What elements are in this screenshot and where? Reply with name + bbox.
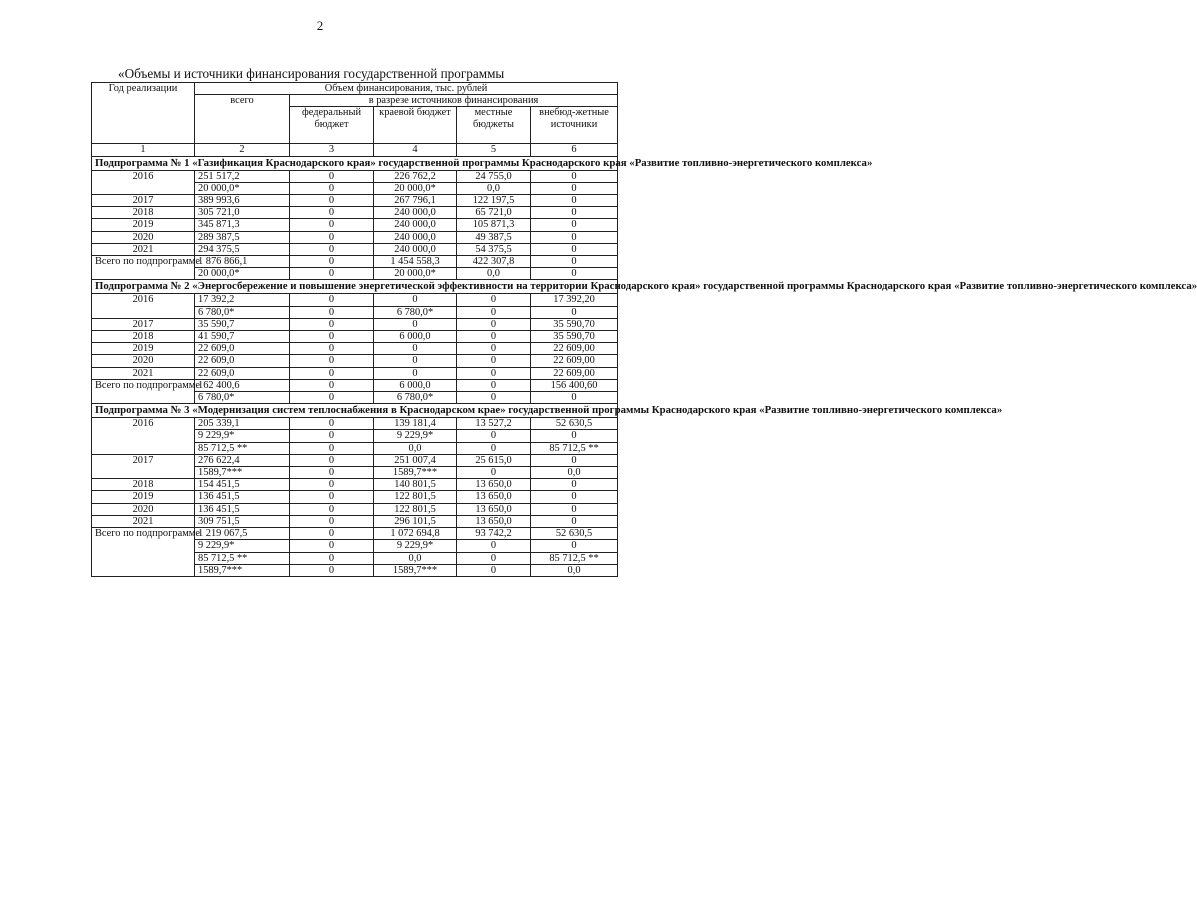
federal-cell: 0	[290, 491, 374, 503]
offbudget-cell: 0	[531, 182, 618, 194]
offbudget-cell: 22 609,00	[531, 343, 618, 355]
total-cell: 294 375,5	[195, 243, 290, 255]
regional-cell: 0,0	[374, 442, 457, 454]
offbudget-total-cell: 0	[531, 256, 618, 268]
total-cell: 276 622,4	[195, 454, 290, 466]
regional-total-cell: 20 000,0*	[374, 268, 457, 280]
total-total-cell: 6 780,0*	[195, 392, 290, 404]
total-total-cell: 162 400,6	[195, 379, 290, 391]
offbudget-cell: 0	[531, 195, 618, 207]
federal-cell: 0	[290, 430, 374, 442]
total-cell: 305 721,0	[195, 207, 290, 219]
total-cell: 17 392,2	[195, 294, 290, 306]
subprogram-total-label: Всего по подпрограмме	[92, 528, 195, 577]
offbudget-cell: 0	[531, 454, 618, 466]
total-total-cell: 20 000,0*	[195, 268, 290, 280]
regional-total-cell: 1589,7***	[374, 564, 457, 576]
local-cell: 65 721,0	[457, 207, 531, 219]
subprogram-total-label: Всего по подпрограмме	[92, 256, 195, 280]
regional-cell: 251 007,4	[374, 454, 457, 466]
federal-total-cell: 0	[290, 392, 374, 404]
total-total-cell: 85 712,5 **	[195, 552, 290, 564]
regional-total-cell: 9 229,9*	[374, 540, 457, 552]
subprogram-total-label: Всего по подпрограмме	[92, 379, 195, 403]
year-cell: 2019	[92, 491, 195, 503]
regional-cell: 240 000,0	[374, 207, 457, 219]
table-row	[92, 367, 618, 379]
table-row	[92, 491, 618, 503]
year-cell: 2017	[92, 195, 195, 207]
offbudget-cell: 0	[531, 430, 618, 442]
total-cell: 22 609,0	[195, 355, 290, 367]
regional-total-cell: 1 454 558,3	[374, 256, 457, 268]
header-regional: краевой бюджет	[374, 107, 457, 144]
subprogram-total-row	[92, 256, 618, 268]
offbudget-cell: 0	[531, 306, 618, 318]
local-total-cell: 422 307,8	[457, 256, 531, 268]
total-cell: 205 339,1	[195, 418, 290, 430]
header-offbudget: внебюд-жетные источники	[531, 107, 618, 144]
federal-cell: 0	[290, 479, 374, 491]
column-number: 4	[374, 144, 457, 156]
local-cell: 0	[457, 294, 531, 306]
federal-cell: 0	[290, 318, 374, 330]
local-cell: 25 615,0	[457, 454, 531, 466]
federal-cell: 0	[290, 207, 374, 219]
federal-cell: 0	[290, 243, 374, 255]
regional-total-cell: 0,0	[374, 552, 457, 564]
regional-cell: 296 101,5	[374, 515, 457, 527]
year-cell: 2020	[92, 503, 195, 515]
offbudget-total-cell: 156 400,60	[531, 379, 618, 391]
offbudget-cell: 52 630,5	[531, 418, 618, 430]
year-cell: 2016	[92, 170, 195, 194]
total-cell: 22 609,0	[195, 367, 290, 379]
local-cell: 13 527,2	[457, 418, 531, 430]
federal-cell: 0	[290, 195, 374, 207]
offbudget-cell: 0	[531, 479, 618, 491]
table-row	[92, 479, 618, 491]
subprogram-title: Подпрограмма № 1 «Газификация Краснодарского края» государственной программы Краснодарского края «Развитие топливно-энергетического комплекса»	[92, 156, 618, 170]
offbudget-cell: 0	[531, 243, 618, 255]
subprogram-title: Подпрограмма № 3 «Модернизация систем теплоснабжения в Краснодарском крае» государственной программы Краснодарского края «Развитие топливно-энергетического комплекса»	[92, 404, 618, 418]
offbudget-cell: 0,0	[531, 467, 618, 479]
offbudget-cell: 17 392,20	[531, 294, 618, 306]
table-row	[92, 503, 618, 515]
table-row	[92, 195, 618, 207]
header-local: местные бюджеты	[457, 107, 531, 144]
federal-cell: 0	[290, 219, 374, 231]
year-cell: 2018	[92, 479, 195, 491]
regional-total-cell: 1 072 694,8	[374, 528, 457, 540]
local-total-cell: 0	[457, 564, 531, 576]
federal-cell: 0	[290, 442, 374, 454]
regional-cell: 226 762,2	[374, 170, 457, 182]
table-row	[92, 318, 618, 330]
federal-cell: 0	[290, 182, 374, 194]
subprogram-title: Подпрограмма № 2 «Энергосбережение и повышение энергетической эффективности на территории Краснодарского края» государственной программы Краснодарского края «Развитие топливно-энергетического комплекса»	[92, 280, 618, 294]
offbudget-cell: 22 609,00	[531, 355, 618, 367]
regional-cell: 240 000,0	[374, 219, 457, 231]
local-total-cell: 93 742,2	[457, 528, 531, 540]
offbudget-total-cell: 0	[531, 268, 618, 280]
regional-cell: 0	[374, 318, 457, 330]
offbudget-cell: 85 712,5 **	[531, 442, 618, 454]
total-cell: 20 000,0*	[195, 182, 290, 194]
local-total-cell: 0	[457, 540, 531, 552]
federal-cell: 0	[290, 515, 374, 527]
local-cell: 0	[457, 430, 531, 442]
federal-total-cell: 0	[290, 268, 374, 280]
regional-cell: 20 000,0*	[374, 182, 457, 194]
header-row-1	[92, 83, 618, 95]
federal-cell: 0	[290, 467, 374, 479]
subprogram-total-row	[92, 379, 618, 391]
total-cell: 35 590,7	[195, 318, 290, 330]
offbudget-total-cell: 85 712,5 **	[531, 552, 618, 564]
year-cell: 2017	[92, 318, 195, 330]
total-cell: 22 609,0	[195, 343, 290, 355]
table-row	[92, 454, 618, 466]
federal-total-cell: 0	[290, 540, 374, 552]
local-cell: 0	[457, 318, 531, 330]
regional-cell: 6 000,0	[374, 331, 457, 343]
local-cell: 122 197,5	[457, 195, 531, 207]
total-total-cell: 1 876 866,1	[195, 256, 290, 268]
local-cell: 0	[457, 355, 531, 367]
financing-table	[91, 82, 1197, 577]
year-cell: 2018	[92, 331, 195, 343]
table-row	[92, 219, 618, 231]
subprogram-title-row	[92, 280, 618, 294]
regional-cell: 240 000,0	[374, 243, 457, 255]
subprogram-title-row	[92, 156, 618, 170]
regional-cell: 240 000,0	[374, 231, 457, 243]
year-cell: 2021	[92, 515, 195, 527]
federal-total-cell: 0	[290, 564, 374, 576]
offbudget-cell: 22 609,00	[531, 367, 618, 379]
local-cell: 0	[457, 467, 531, 479]
regional-cell: 0	[374, 367, 457, 379]
table-row	[92, 170, 618, 182]
regional-cell: 1589,7***	[374, 467, 457, 479]
local-cell: 0	[457, 331, 531, 343]
year-cell: 2020	[92, 355, 195, 367]
offbudget-cell: 35 590,70	[531, 318, 618, 330]
year-cell: 2020	[92, 231, 195, 243]
year-cell: 2019	[92, 219, 195, 231]
document-title: «Объемы и источники финансирования государственной программы	[118, 66, 505, 81]
header-year: Год реализации	[92, 83, 195, 144]
total-cell: 289 387,5	[195, 231, 290, 243]
local-cell: 13 650,0	[457, 503, 531, 515]
regional-cell: 140 801,5	[374, 479, 457, 491]
local-cell: 0	[457, 367, 531, 379]
header-volume: Объем финансирования, тыс. рублей	[195, 83, 618, 95]
column-number: 3	[290, 144, 374, 156]
total-cell: 136 451,5	[195, 491, 290, 503]
federal-cell: 0	[290, 306, 374, 318]
federal-cell: 0	[290, 454, 374, 466]
table-row	[92, 418, 618, 430]
local-total-cell: 0	[457, 379, 531, 391]
federal-cell: 0	[290, 503, 374, 515]
total-cell: 41 590,7	[195, 331, 290, 343]
local-cell: 49 387,5	[457, 231, 531, 243]
local-cell: 0	[457, 442, 531, 454]
regional-cell: 139 181,4	[374, 418, 457, 430]
local-total-cell: 0,0	[457, 268, 531, 280]
regional-cell: 122 801,5	[374, 503, 457, 515]
year-cell: 2016	[92, 294, 195, 318]
offbudget-cell: 0	[531, 207, 618, 219]
federal-total-cell: 0	[290, 552, 374, 564]
total-cell: 154 451,5	[195, 479, 290, 491]
total-total-cell: 1589,7***	[195, 564, 290, 576]
column-number: 5	[457, 144, 531, 156]
federal-cell: 0	[290, 170, 374, 182]
column-number: 1	[92, 144, 195, 156]
federal-cell: 0	[290, 355, 374, 367]
table-row	[92, 343, 618, 355]
local-cell: 0,0	[457, 182, 531, 194]
offbudget-cell: 0	[531, 219, 618, 231]
total-cell: 251 517,2	[195, 170, 290, 182]
page-number: 2	[316, 18, 324, 33]
local-cell: 13 650,0	[457, 491, 531, 503]
federal-cell: 0	[290, 294, 374, 306]
regional-cell: 0	[374, 343, 457, 355]
column-number: 2	[195, 144, 290, 156]
year-cell: 2018	[92, 207, 195, 219]
offbudget-cell: 0	[531, 170, 618, 182]
total-cell: 345 871,3	[195, 219, 290, 231]
year-cell: 2017	[92, 454, 195, 478]
local-cell: 13 650,0	[457, 515, 531, 527]
total-cell: 309 751,5	[195, 515, 290, 527]
federal-total-cell: 0	[290, 256, 374, 268]
total-cell: 389 993,6	[195, 195, 290, 207]
year-cell: 2021	[92, 243, 195, 255]
federal-cell: 0	[290, 367, 374, 379]
total-cell: 9 229,9*	[195, 430, 290, 442]
table-row	[92, 207, 618, 219]
federal-total-cell: 0	[290, 528, 374, 540]
local-total-cell: 0	[457, 392, 531, 404]
local-cell: 24 755,0	[457, 170, 531, 182]
federal-total-cell: 0	[290, 379, 374, 391]
local-cell: 54 375,5	[457, 243, 531, 255]
regional-total-cell: 6 000,0	[374, 379, 457, 391]
regional-cell: 122 801,5	[374, 491, 457, 503]
table-row	[92, 294, 618, 306]
local-total-cell: 0	[457, 552, 531, 564]
year-cell: 2021	[92, 367, 195, 379]
total-cell: 6 780,0*	[195, 306, 290, 318]
table-row	[92, 231, 618, 243]
offbudget-total-cell: 0	[531, 392, 618, 404]
header-federal: федеральный бюджет	[290, 107, 374, 144]
subprogram-title-row	[92, 404, 618, 418]
table-row	[92, 355, 618, 367]
federal-cell: 0	[290, 343, 374, 355]
regional-cell: 267 796,1	[374, 195, 457, 207]
local-cell: 0	[457, 306, 531, 318]
regional-cell: 0	[374, 294, 457, 306]
year-cell: 2019	[92, 343, 195, 355]
local-cell: 0	[457, 343, 531, 355]
regional-cell: 0	[374, 355, 457, 367]
total-total-cell: 9 229,9*	[195, 540, 290, 552]
column-number: 6	[531, 144, 618, 156]
offbudget-total-cell: 0	[531, 540, 618, 552]
federal-cell: 0	[290, 331, 374, 343]
header-by-source: в разрезе источников финансирования	[290, 95, 618, 107]
offbudget-cell: 0	[531, 231, 618, 243]
subprogram-total-row	[92, 528, 618, 540]
table-row	[92, 331, 618, 343]
regional-cell: 6 780,0*	[374, 306, 457, 318]
total-cell: 136 451,5	[195, 503, 290, 515]
column-numbers-row	[92, 144, 618, 156]
regional-cell: 9 229,9*	[374, 430, 457, 442]
total-cell: 85 712,5 **	[195, 442, 290, 454]
total-total-cell: 1 219 067,5	[195, 528, 290, 540]
offbudget-total-cell: 52 630,5	[531, 528, 618, 540]
table-row	[92, 243, 618, 255]
header-total: всего	[195, 95, 290, 144]
regional-total-cell: 6 780,0*	[374, 392, 457, 404]
offbudget-total-cell: 0,0	[531, 564, 618, 576]
year-cell: 2016	[92, 418, 195, 455]
table-row	[92, 515, 618, 527]
total-cell: 1589,7***	[195, 467, 290, 479]
federal-cell: 0	[290, 418, 374, 430]
offbudget-cell: 0	[531, 503, 618, 515]
local-cell: 105 871,3	[457, 219, 531, 231]
offbudget-cell: 0	[531, 491, 618, 503]
federal-cell: 0	[290, 231, 374, 243]
offbudget-cell: 35 590,70	[531, 331, 618, 343]
offbudget-cell: 0	[531, 515, 618, 527]
local-cell: 13 650,0	[457, 479, 531, 491]
